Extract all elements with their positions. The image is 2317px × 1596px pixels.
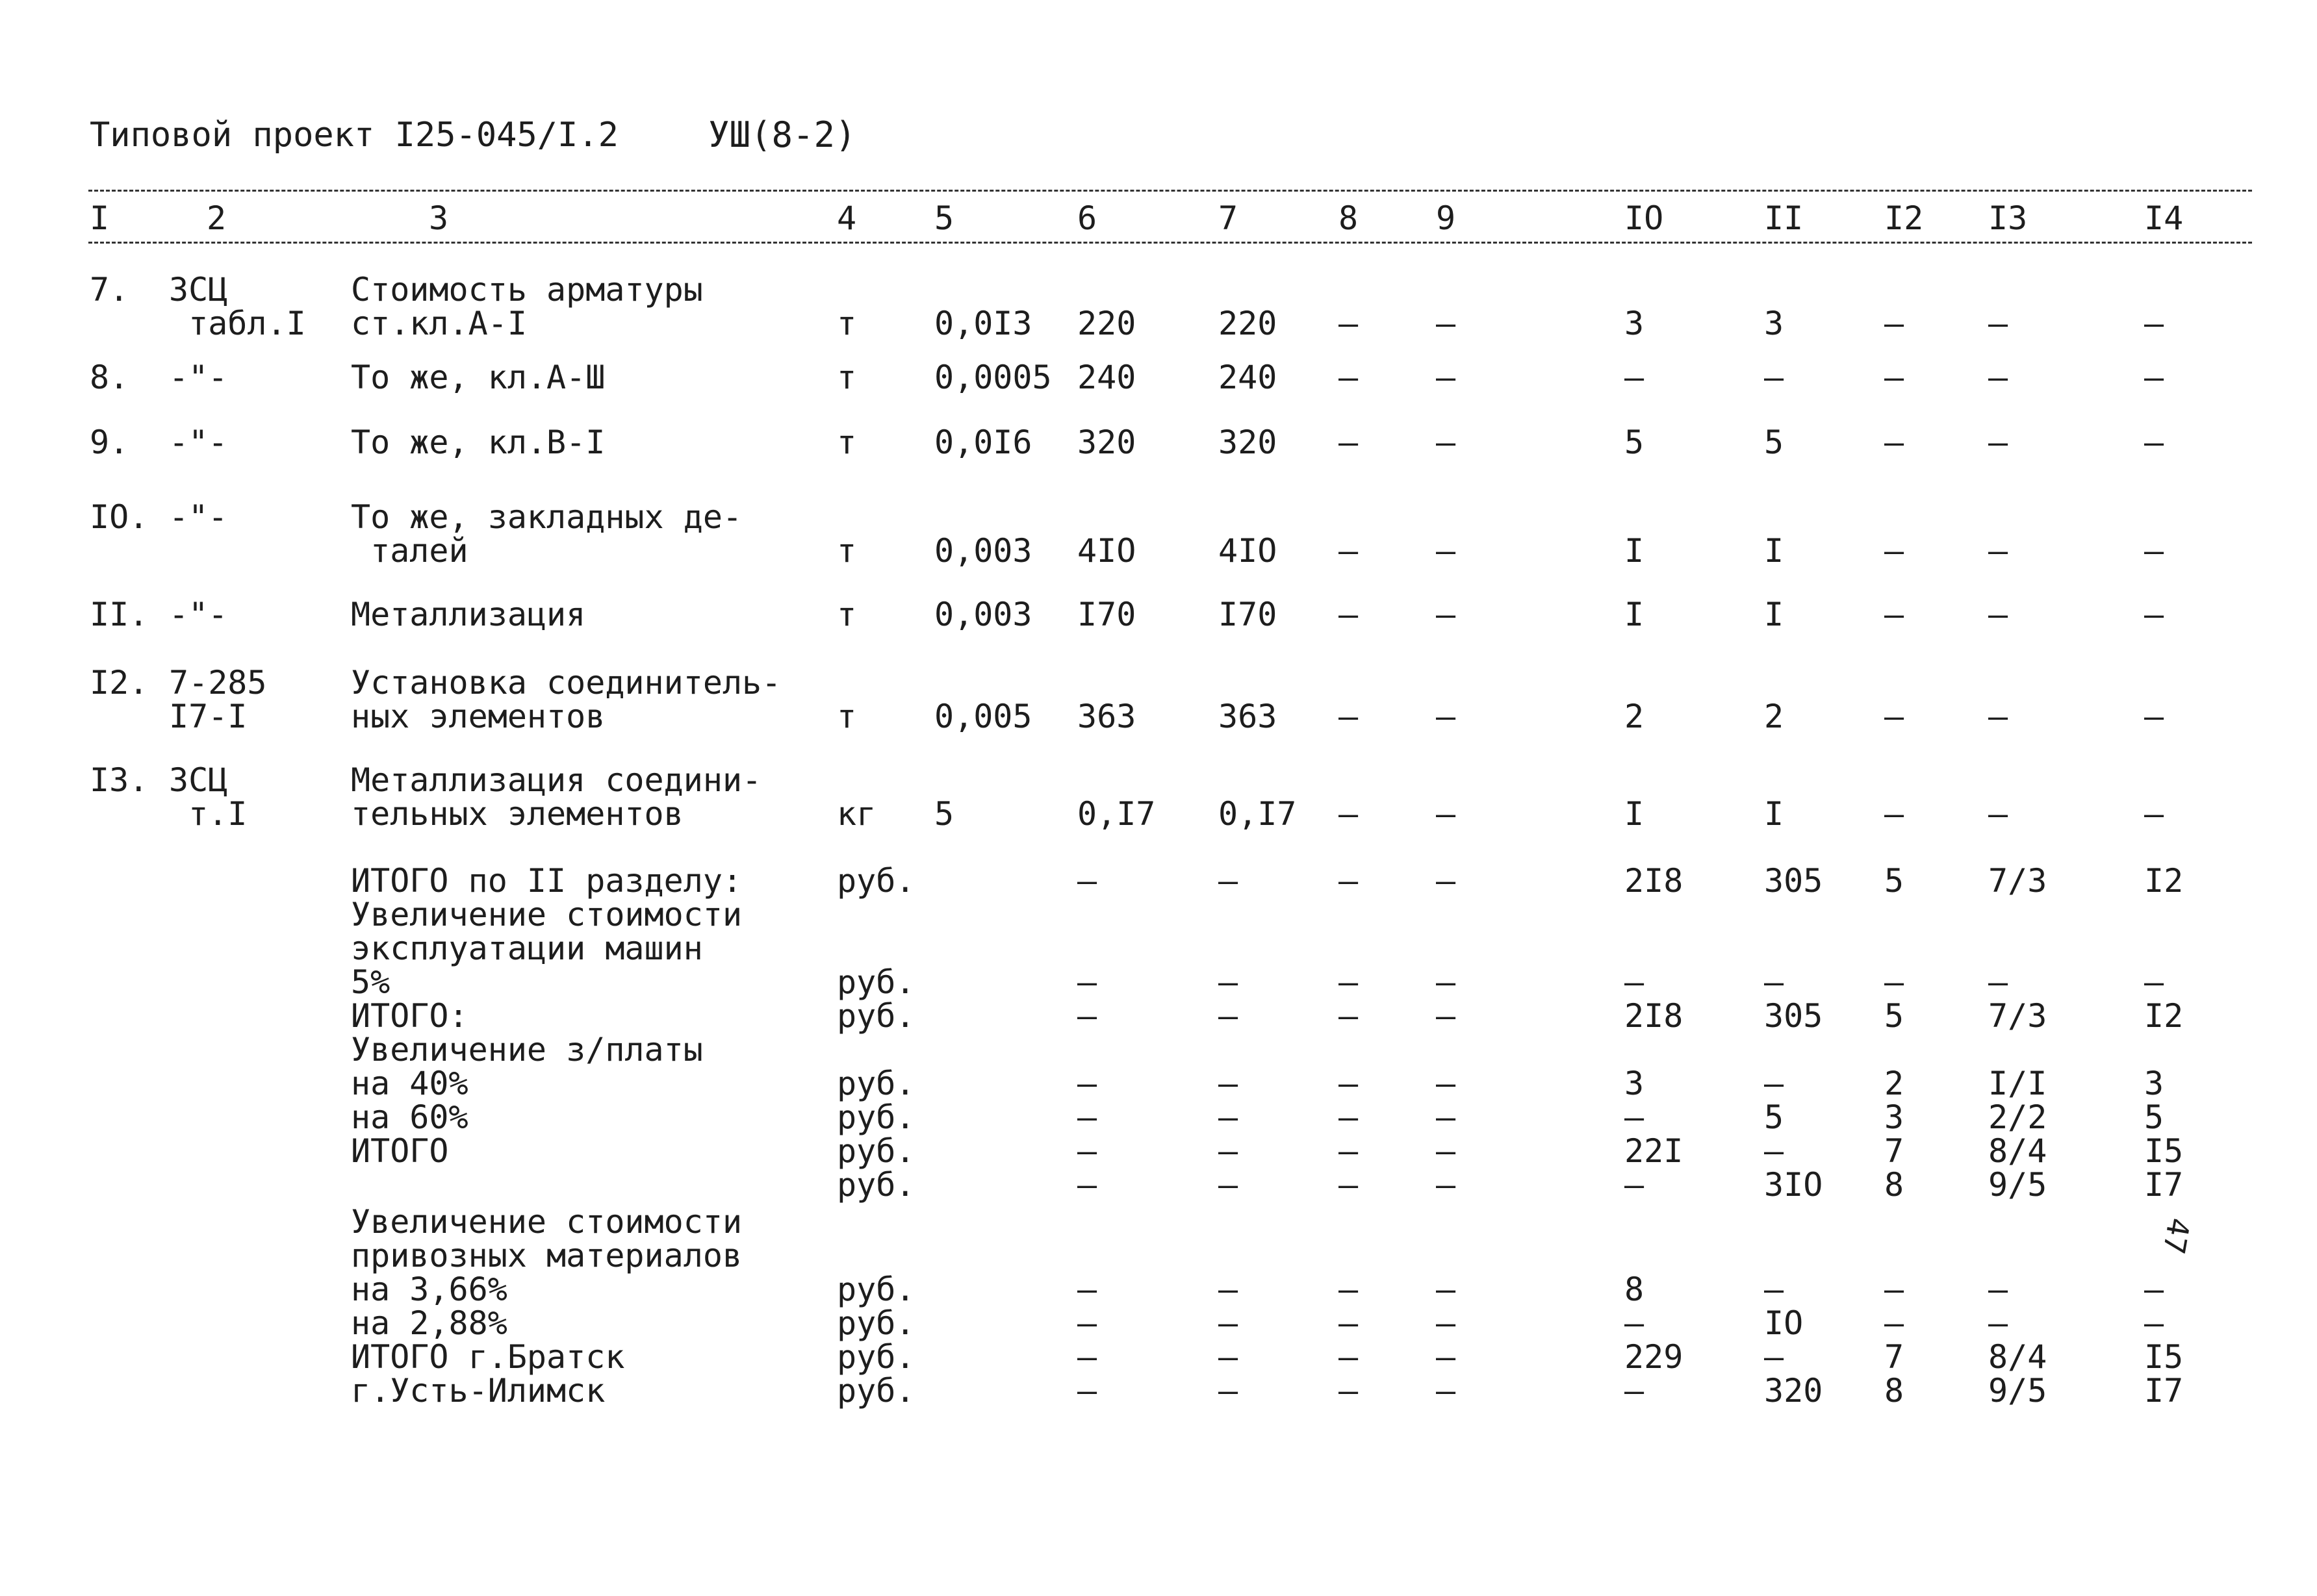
- column-header-11: II: [1764, 199, 1804, 237]
- summary-value-c7: –: [1218, 997, 1238, 1035]
- summary-value-c13: –: [1988, 1271, 2008, 1308]
- summary-value-c10: 2I8: [1624, 997, 1683, 1035]
- row-description: Металлизация соедини-: [351, 761, 762, 799]
- project-title: Типовой проект I25-045/I.2: [90, 116, 619, 155]
- summary-value-c10: –: [1624, 1166, 1645, 1204]
- summary-value-c11: 320: [1764, 1372, 1823, 1410]
- row-value-c9: –: [1436, 795, 1456, 833]
- summary-value-c7: –: [1218, 1271, 1238, 1308]
- summary-value-c10: 22I: [1624, 1132, 1683, 1170]
- column-header-3: 3: [429, 199, 449, 237]
- row-unit: т: [837, 424, 857, 461]
- summary-value-c7: –: [1218, 1098, 1238, 1136]
- row-value-c13: –: [1988, 359, 2008, 396]
- row-value-c6: I70: [1077, 596, 1136, 633]
- header-top-rule: [88, 190, 2252, 192]
- column-header-14: I4: [2144, 199, 2184, 237]
- summary-value-c9: –: [1436, 1065, 1456, 1102]
- summary-value-c13: 8/4: [1988, 1338, 2047, 1376]
- summary-value-c12: 2: [1884, 1065, 1904, 1102]
- row-value-c12: –: [1884, 305, 1904, 342]
- summary-value-c12: 8: [1884, 1166, 1904, 1204]
- summary-value-c10: 8: [1624, 1271, 1645, 1308]
- summary-value-c8: –: [1338, 1132, 1359, 1170]
- summary-value-c8: –: [1338, 1065, 1359, 1102]
- row-value-c9: –: [1436, 359, 1456, 396]
- row-value-c7: 4IO: [1218, 532, 1277, 570]
- summary-label: ИТОГО:: [351, 997, 468, 1035]
- summary-value-c7: –: [1218, 1372, 1238, 1410]
- row-value-c13: –: [1988, 424, 2008, 461]
- summary-value-c14: I2: [2144, 862, 2184, 900]
- row-value-c14: –: [2144, 359, 2164, 396]
- summary-value-c14: –: [2144, 1271, 2164, 1308]
- summary-value-c13: 8/4: [1988, 1132, 2047, 1170]
- summary-value-c14: 3: [2144, 1065, 2164, 1102]
- summary-label: на 3,66%: [351, 1271, 507, 1308]
- summary-value-c14: I5: [2144, 1132, 2184, 1170]
- row-reference: -"-: [169, 596, 228, 633]
- summary-value-c10: 3: [1624, 1065, 1645, 1102]
- row-value-c10: 3: [1624, 305, 1645, 342]
- row-value-c12: –: [1884, 424, 1904, 461]
- row-value-c5: 0,0I3: [934, 305, 1032, 342]
- summary-value-c14: –: [2144, 963, 2164, 1001]
- summary-unit: руб.: [837, 1304, 915, 1342]
- summary-value-c13: 9/5: [1988, 1166, 2047, 1204]
- row-value-c10: 2: [1624, 698, 1645, 735]
- summary-label: на 60%: [351, 1098, 468, 1136]
- summary-value-c8: –: [1338, 1098, 1359, 1136]
- summary-label: Увеличение стоимости: [351, 896, 743, 933]
- row-reference: -"-: [169, 424, 228, 461]
- row-value-c7: 320: [1218, 424, 1277, 461]
- summary-value-c6: –: [1077, 1338, 1097, 1376]
- row-value-c6: 363: [1077, 698, 1136, 735]
- summary-unit: руб.: [837, 1338, 915, 1376]
- row-value-c12: –: [1884, 532, 1904, 570]
- row-description: талей: [351, 532, 468, 570]
- row-value-c5: 5: [934, 795, 954, 833]
- row-value-c13: –: [1988, 795, 2008, 833]
- summary-value-c11: –: [1764, 1132, 1784, 1170]
- row-value-c13: –: [1988, 698, 2008, 735]
- column-header-2: 2: [207, 199, 227, 237]
- summary-value-c10: 2I8: [1624, 862, 1683, 900]
- summary-value-c12: –: [1884, 963, 1904, 1001]
- summary-value-c8: –: [1338, 862, 1359, 900]
- summary-value-c9: –: [1436, 862, 1456, 900]
- summary-value-c6: –: [1077, 862, 1097, 900]
- summary-value-c12: –: [1884, 1304, 1904, 1342]
- summary-unit: руб.: [837, 1166, 915, 1204]
- row-number: 7.: [90, 271, 129, 309]
- summary-value-c6: –: [1077, 963, 1097, 1001]
- summary-label: 5%: [351, 963, 390, 1001]
- summary-value-c10: –: [1624, 1098, 1645, 1136]
- summary-value-c6: –: [1077, 1098, 1097, 1136]
- summary-value-c8: –: [1338, 1166, 1359, 1204]
- row-value-c7: I70: [1218, 596, 1277, 633]
- summary-unit: руб.: [837, 1098, 915, 1136]
- summary-value-c9: –: [1436, 997, 1456, 1035]
- row-unit: т: [837, 532, 857, 570]
- summary-label: привозных материалов: [351, 1237, 743, 1274]
- header-bottom-rule: [88, 242, 2252, 244]
- summary-label: на 2,88%: [351, 1304, 507, 1342]
- summary-value-c9: –: [1436, 1166, 1456, 1204]
- row-value-c11: –: [1764, 359, 1784, 396]
- summary-value-c7: –: [1218, 963, 1238, 1001]
- row-description: Металлизация: [351, 596, 586, 633]
- row-value-c8: –: [1338, 305, 1359, 342]
- row-value-c10: I: [1624, 795, 1645, 833]
- row-description: То же, закладных де-: [351, 498, 743, 536]
- row-description: То же, кл.А-Ш: [351, 359, 606, 396]
- summary-value-c6: –: [1077, 1132, 1097, 1170]
- column-header-12: I2: [1884, 199, 1924, 237]
- summary-value-c7: –: [1218, 1065, 1238, 1102]
- summary-value-c12: 8: [1884, 1372, 1904, 1410]
- summary-value-c12: 5: [1884, 997, 1904, 1035]
- summary-value-c14: 5: [2144, 1098, 2164, 1136]
- summary-value-c10: –: [1624, 1304, 1645, 1342]
- summary-value-c10: –: [1624, 1372, 1645, 1410]
- summary-value-c6: –: [1077, 997, 1097, 1035]
- summary-unit: руб.: [837, 997, 915, 1035]
- summary-value-c14: –: [2144, 1304, 2164, 1342]
- summary-value-c7: –: [1218, 862, 1238, 900]
- row-value-c9: –: [1436, 532, 1456, 570]
- summary-value-c12: 7: [1884, 1132, 1904, 1170]
- row-value-c9: –: [1436, 424, 1456, 461]
- row-value-c11: 3: [1764, 305, 1784, 342]
- row-value-c10: 5: [1624, 424, 1645, 461]
- row-value-c6: 220: [1077, 305, 1136, 342]
- summary-value-c8: –: [1338, 1304, 1359, 1342]
- row-number: 9.: [90, 424, 129, 461]
- row-value-c8: –: [1338, 596, 1359, 633]
- summary-value-c13: 2/2: [1988, 1098, 2047, 1136]
- summary-value-c7: –: [1218, 1304, 1238, 1342]
- summary-value-c9: –: [1436, 1271, 1456, 1308]
- summary-value-c9: –: [1436, 963, 1456, 1001]
- row-value-c12: –: [1884, 698, 1904, 735]
- row-value-c11: 2: [1764, 698, 1784, 735]
- row-number: I2.: [90, 664, 149, 702]
- row-reference: т.I: [169, 795, 248, 833]
- summary-value-c11: –: [1764, 1338, 1784, 1376]
- row-value-c10: –: [1624, 359, 1645, 396]
- row-value-c13: –: [1988, 305, 2008, 342]
- summary-value-c11: –: [1764, 1271, 1784, 1308]
- summary-value-c13: –: [1988, 963, 2008, 1001]
- summary-label: г.Усть-Илимск: [351, 1372, 606, 1410]
- summary-value-c11: 5: [1764, 1098, 1784, 1136]
- summary-value-c6: –: [1077, 1065, 1097, 1102]
- summary-value-c6: –: [1077, 1304, 1097, 1342]
- summary-value-c13: I/I: [1988, 1065, 2047, 1102]
- summary-value-c13: 7/3: [1988, 862, 2047, 900]
- row-unit: т: [837, 596, 857, 633]
- summary-value-c9: –: [1436, 1132, 1456, 1170]
- row-description: ст.кл.А-I: [351, 305, 527, 342]
- summary-value-c12: 5: [1884, 862, 1904, 900]
- row-number: I3.: [90, 761, 149, 799]
- row-unit: кг: [837, 795, 877, 833]
- row-description: То же, кл.В-I: [351, 424, 606, 461]
- summary-unit: руб.: [837, 1132, 915, 1170]
- column-header-6: 6: [1077, 199, 1097, 237]
- row-value-c7: 363: [1218, 698, 1277, 735]
- summary-value-c11: 305: [1764, 862, 1823, 900]
- row-value-c8: –: [1338, 795, 1359, 833]
- row-number: IO.: [90, 498, 149, 536]
- row-value-c10: I: [1624, 596, 1645, 633]
- row-value-c7: 0,I7: [1218, 795, 1297, 833]
- summary-value-c11: –: [1764, 963, 1784, 1001]
- row-unit: т: [837, 359, 857, 396]
- row-value-c7: 220: [1218, 305, 1277, 342]
- summary-value-c14: I7: [2144, 1372, 2184, 1410]
- summary-value-c7: –: [1218, 1338, 1238, 1376]
- row-value-c5: 0,005: [934, 698, 1032, 735]
- summary-label: Увеличение стоимости: [351, 1203, 743, 1241]
- row-unit: т: [837, 305, 857, 342]
- row-reference: I7-I: [169, 698, 248, 735]
- summary-value-c11: 3IO: [1764, 1166, 1823, 1204]
- summary-value-c7: –: [1218, 1166, 1238, 1204]
- column-header-8: 8: [1338, 199, 1359, 237]
- summary-value-c14: I5: [2144, 1338, 2184, 1376]
- summary-value-c14: I2: [2144, 997, 2184, 1035]
- row-value-c5: 0,0I6: [934, 424, 1032, 461]
- row-value-c13: –: [1988, 532, 2008, 570]
- row-reference: -"-: [169, 498, 228, 536]
- row-description: ных элементов: [351, 698, 606, 735]
- row-value-c11: 5: [1764, 424, 1784, 461]
- summary-label: ИТОГО по II разделу:: [351, 862, 743, 900]
- summary-label: на 40%: [351, 1065, 468, 1102]
- row-value-c12: –: [1884, 596, 1904, 633]
- row-value-c9: –: [1436, 305, 1456, 342]
- summary-value-c11: –: [1764, 1065, 1784, 1102]
- row-value-c6: 4IO: [1077, 532, 1136, 570]
- summary-value-c8: –: [1338, 963, 1359, 1001]
- row-value-c14: –: [2144, 424, 2164, 461]
- summary-value-c9: –: [1436, 1304, 1456, 1342]
- row-value-c7: 240: [1218, 359, 1277, 396]
- summary-label: ИТОГО: [351, 1132, 449, 1170]
- row-reference: ЗСЦ: [169, 761, 228, 799]
- row-value-c14: –: [2144, 596, 2164, 633]
- row-reference: ЗСЦ: [169, 271, 228, 309]
- summary-value-c9: –: [1436, 1098, 1456, 1136]
- row-value-c6: 240: [1077, 359, 1136, 396]
- row-value-c11: I: [1764, 532, 1784, 570]
- row-number: II.: [90, 596, 149, 633]
- summary-value-c12: –: [1884, 1271, 1904, 1308]
- summary-unit: руб.: [837, 1372, 915, 1410]
- page-number: 47: [2156, 1215, 2197, 1257]
- summary-value-c10: –: [1624, 963, 1645, 1001]
- row-unit: т: [837, 698, 857, 735]
- summary-unit: руб.: [837, 963, 915, 1001]
- summary-value-c6: –: [1077, 1166, 1097, 1204]
- row-value-c6: 320: [1077, 424, 1136, 461]
- row-description: Установка соединитель-: [351, 664, 782, 702]
- row-value-c12: –: [1884, 795, 1904, 833]
- row-reference: -"-: [169, 359, 228, 396]
- summary-value-c11: IO: [1764, 1304, 1804, 1342]
- row-value-c12: –: [1884, 359, 1904, 396]
- summary-value-c13: 7/3: [1988, 997, 2047, 1035]
- summary-value-c10: 229: [1624, 1338, 1683, 1376]
- summary-value-c13: 9/5: [1988, 1372, 2047, 1410]
- row-reference: 7-285: [169, 664, 267, 702]
- summary-value-c12: 3: [1884, 1098, 1904, 1136]
- summary-value-c8: –: [1338, 1271, 1359, 1308]
- row-value-c9: –: [1436, 596, 1456, 633]
- row-value-c5: 0,003: [934, 596, 1032, 633]
- sheet-code: УШ(8-2): [708, 114, 856, 155]
- summary-unit: руб.: [837, 1271, 915, 1308]
- summary-label: ИТОГО г.Братск: [351, 1338, 625, 1376]
- row-value-c5: 0,0005: [934, 359, 1052, 396]
- summary-value-c13: –: [1988, 1304, 2008, 1342]
- row-value-c6: 0,I7: [1077, 795, 1156, 833]
- row-value-c11: I: [1764, 596, 1784, 633]
- column-header-9: 9: [1436, 199, 1456, 237]
- row-description: тельных элементов: [351, 795, 684, 833]
- column-header-13: I3: [1988, 199, 2028, 237]
- row-value-c14: –: [2144, 698, 2164, 735]
- row-value-c13: –: [1988, 596, 2008, 633]
- summary-unit: руб.: [837, 862, 915, 900]
- summary-label: Увеличение з/платы: [351, 1031, 703, 1069]
- summary-value-c8: –: [1338, 997, 1359, 1035]
- column-header-4: 4: [837, 199, 857, 237]
- summary-value-c7: –: [1218, 1132, 1238, 1170]
- summary-value-c9: –: [1436, 1338, 1456, 1376]
- row-value-c5: 0,003: [934, 532, 1032, 570]
- summary-label: эксплуатации машин: [351, 930, 703, 967]
- row-value-c8: –: [1338, 424, 1359, 461]
- row-value-c10: I: [1624, 532, 1645, 570]
- summary-value-c14: I7: [2144, 1166, 2184, 1204]
- column-header-7: 7: [1218, 199, 1238, 237]
- column-header-1: I: [90, 199, 110, 237]
- summary-value-c8: –: [1338, 1338, 1359, 1376]
- row-value-c14: –: [2144, 305, 2164, 342]
- summary-value-c8: –: [1338, 1372, 1359, 1410]
- row-value-c8: –: [1338, 698, 1359, 735]
- summary-value-c12: 7: [1884, 1338, 1904, 1376]
- row-value-c9: –: [1436, 698, 1456, 735]
- summary-unit: руб.: [837, 1065, 915, 1102]
- column-header-10: IO: [1624, 199, 1664, 237]
- row-value-c11: I: [1764, 795, 1784, 833]
- row-value-c8: –: [1338, 532, 1359, 570]
- summary-value-c6: –: [1077, 1271, 1097, 1308]
- row-value-c14: –: [2144, 795, 2164, 833]
- row-number: 8.: [90, 359, 129, 396]
- row-description: Стоимость арматуры: [351, 271, 703, 309]
- row-value-c8: –: [1338, 359, 1359, 396]
- row-value-c14: –: [2144, 532, 2164, 570]
- summary-value-c6: –: [1077, 1372, 1097, 1410]
- row-reference: табл.I: [169, 305, 306, 342]
- summary-value-c11: 305: [1764, 997, 1823, 1035]
- summary-value-c9: –: [1436, 1372, 1456, 1410]
- column-header-5: 5: [934, 199, 954, 237]
